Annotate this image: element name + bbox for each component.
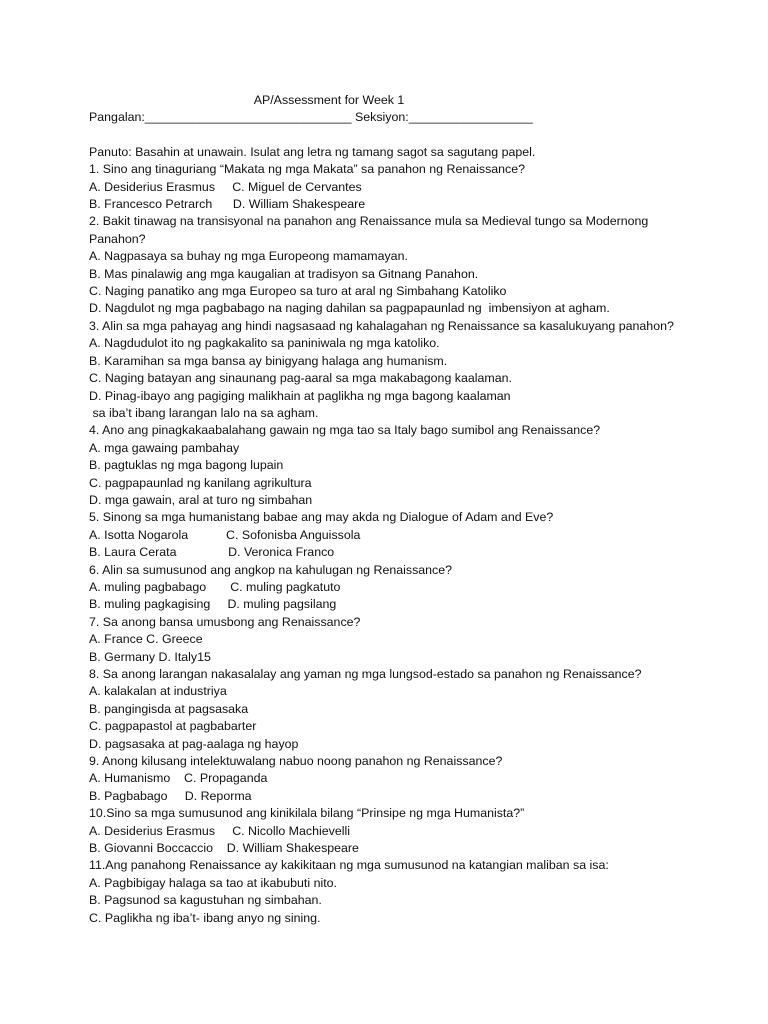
answer-choice-line: D. pagsasaka at pag-aalaga ng hayop [89,736,299,751]
question-line: 6. Alin sa sumusunod ang angkop na kahulugan ng Renaissance? [89,562,453,577]
answer-choice-line: A. Humanismo C. Propaganda [89,771,268,786]
answer-choice-line: C. Paglikha ng iba’t- ibang anyo ng sining. [89,910,321,925]
answer-choice-line: B. Francesco Petrarch D. William Shakespeare [89,197,366,212]
answer-choice-line: A. Nagdudulot ito ng pagkakalito sa paniniwala ng mga katoliko. [89,336,440,351]
answer-choice-line: C. Naging panatiko ang mga Europeo sa turo at aral ng Simbahang Katoliko [89,284,507,299]
answer-choice-line: B. Laura Cerata D. Veronica Franco [89,545,335,560]
question-list [89,161,729,927]
name-section-line: Pangalan:______________________________ Seksiyon:__________________ [89,110,533,125]
answer-choice-line: C. pagpapastol at pagbabarter [89,719,257,734]
answer-choice-line: A. Isotta Nogarola C. Sofonisba Anguissola [89,527,361,542]
answer-choice-line: B. Karamihan sa mga bansa ay binigyang halaga ang humanism. [89,353,448,368]
answer-choice-line: A. kalakalan at industriya [89,684,227,699]
answer-choice-line: A. muling pagbabago C. muling pagkatuto [89,579,341,594]
question-line: 10.Sino sa mga sumusunod ang kinikilala bilang “Prinsipe ng mga Humanista?” [89,806,525,821]
answer-choice-line: B. muling pagkagising D. muling pagsilang [89,597,337,612]
question-line: 4. Ano ang pinagkakaabalahang gawain ng mga tao sa Italy bago sumibol ang Renaissance? [89,423,601,438]
answer-choice-line: D. mga gawain, aral at turo ng simbahan [89,492,313,507]
answer-choice-line: B. Giovanni Boccaccio D. William Shakespeare [89,841,359,856]
answer-choice-line: C. Naging batayan ang sinaunang pag-aaral sa mga makabagong kaalaman. [89,371,512,386]
answer-choice-line: Panahon? [89,231,146,246]
answer-choice-line: A. Desiderius Erasmus C. Nicollo Machievelli [89,823,350,838]
answer-choice-line: B. pagtuklas ng mga bagong lupain [89,458,284,473]
answer-choice-line: B. Germany D. Italy15 [89,649,211,664]
answer-choice-line: B. pangingisda at pagsasaka [89,701,249,716]
blank-spacer [89,127,729,144]
question-line: 5. Sinong sa mga humanistang babae ang may akda ng Dialogue of Adam and Eve? [89,510,554,525]
question-line: 1. Sino ang tinaguriang “Makata ng mga Makata” sa panahon ng Renaissance? [89,162,526,177]
question-line: 9. Anong kilusang intelektuwalang nabuo noong panahon ng Renaissance? [89,754,503,769]
answer-choice-line: A. mga gawaing pambahay [89,440,240,455]
instructions: Panuto: Basahin at unawain. Isulat ang letra ng tamang sagot sa sagutang papel. [89,144,536,159]
answer-choice-line: B. Pagbabago D. Reporma [89,788,252,803]
answer-choice-line: D. Pinag-ibayo ang pagiging malikhain at paglikha ng mga bagong kaalaman [89,388,511,403]
answer-choice-line: C. pagpapaunlad ng kanilang agrikultura [89,475,312,490]
answer-choice-line: D. Nagdulot ng mga pagbabago na naging dahilan sa pagpapaunlad ng imbensiyon at agham. [89,301,610,316]
question-line: 11.Ang panahong Renaissance ay kakikitaan ng mga sumusunod na katangian maliban sa isa: [89,858,609,873]
answer-choice-line: A. France C. Greece [89,632,203,647]
answer-choice-line: B. Mas pinalawig ang mga kaugalian at tradisyon sa Gitnang Panahon. [89,266,479,281]
answer-choice-line: A. Pagbibigay halaga sa tao at ikabubuti nito. [89,875,337,890]
answer-choice-line: B. Pagsunod sa kagustuhan ng simbahan. [89,893,322,908]
question-line: 3. Alin sa mga pahayag ang hindi nagsasaad ng kahalagahan ng Renaissance sa kasalukuyang panahon? [89,318,674,333]
assessment-document [89,92,729,927]
question-line: 8. Sa anong larangan nakasalalay ang yaman ng mga lungsod-estado sa panahon ng Renaissance? [89,667,642,681]
document-title: AP/Assessment for Week 1 [253,93,405,107]
answer-choice-line: sa iba’t ibang larangan lalo na sa agham. [89,405,319,420]
question-line: 2. Bakit tinawag na transisyonal na panahon ang Renaissance mula sa Medieval tungo sa Modernong [89,214,649,229]
question-line: 7. Sa anong bansa umusbong ang Renaissance? [89,614,361,629]
answer-choice-line: A. Nagpasaya sa buhay ng mga Europeong mamamayan. [89,249,408,264]
answer-choice-line: A. Desiderius Erasmus C. Miguel de Cervantes [89,179,362,194]
